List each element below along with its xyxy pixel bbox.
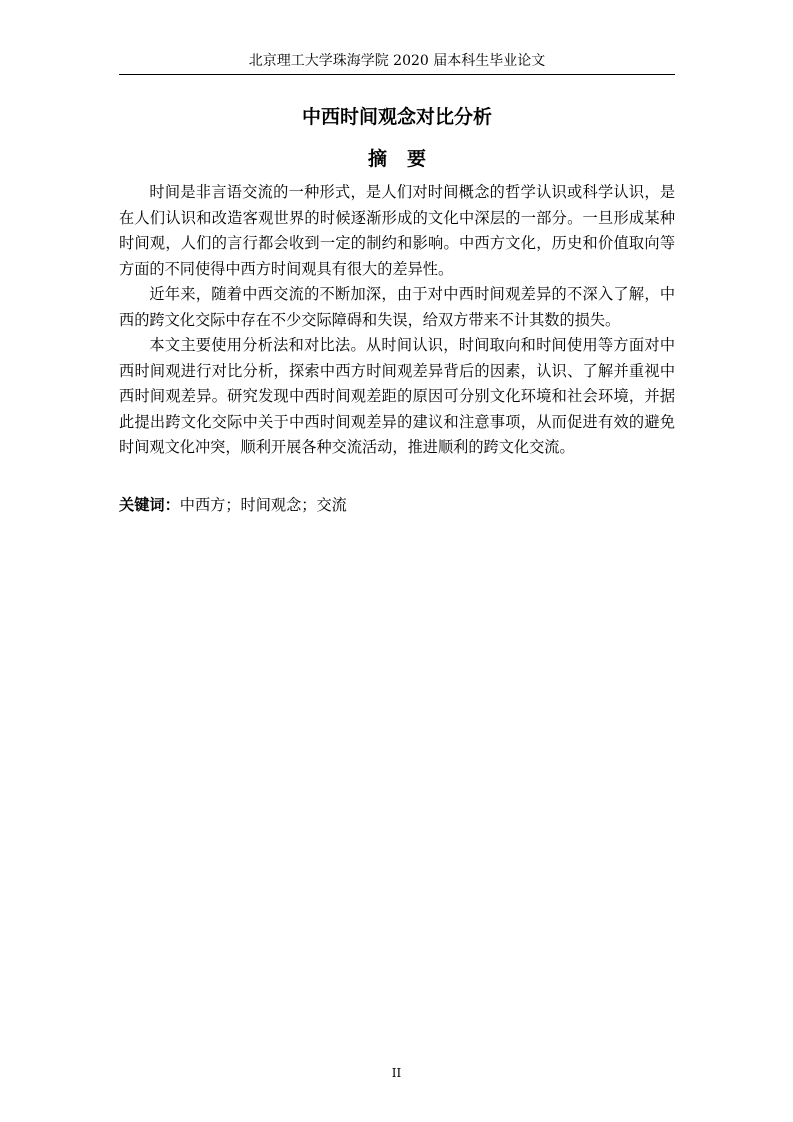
keywords-value: 中西方；时间观念；交流 (179, 496, 347, 514)
abstract-paragraph-1: 时间是非言语交流的一种形式，是人们对时间概念的哲学认识或科学认识，是在人们认识和改造客观世界的时候逐渐形成的文化中深层的一部分。一旦形成某种时间观，人们的言行都会收到一定的制约和影响。中西方文化，历史和价值取向等方面的不同使得中西方时间观具有很大的差异性。 (119, 183, 675, 278)
abstract-body (119, 180, 675, 461)
header-rule (119, 74, 675, 75)
paper-title: 中西时间观念对比分析 (301, 106, 492, 128)
page-number: II (391, 1066, 402, 1080)
abstract-paragraph-2: 近年来，随着中西交流的不断加深，由于对中西时间观差异的不深入了解，中西的跨文化交际中存在不少交际障碍和失误，给双方带来不计其数的损失。 (119, 285, 675, 329)
abstract-paragraph-3: 本文主要使用分析法和对比法。从时间认识，时间取向和时间使用等方面对中西时间观进行对比分析，探索中西方时间观差异背后的因素，认识、了解并重视中西时间观差异。研究发现中西时间观差距的原因可分别文化环境和社会环境，并据此提出跨文化交际中关于中西时间观差异的建议和注意事项，从而促进有效的避免时间观文化冲突，顺利开展各种交流活动，推进顺利的跨文化交流。 (119, 336, 675, 456)
keywords-line (119, 493, 675, 517)
running-header: 北京理工大学珠海学院 2020 届本科生毕业论文 (248, 53, 546, 69)
keywords-label: 关键词： (119, 496, 180, 514)
abstract-heading: 摘要 (367, 148, 446, 170)
